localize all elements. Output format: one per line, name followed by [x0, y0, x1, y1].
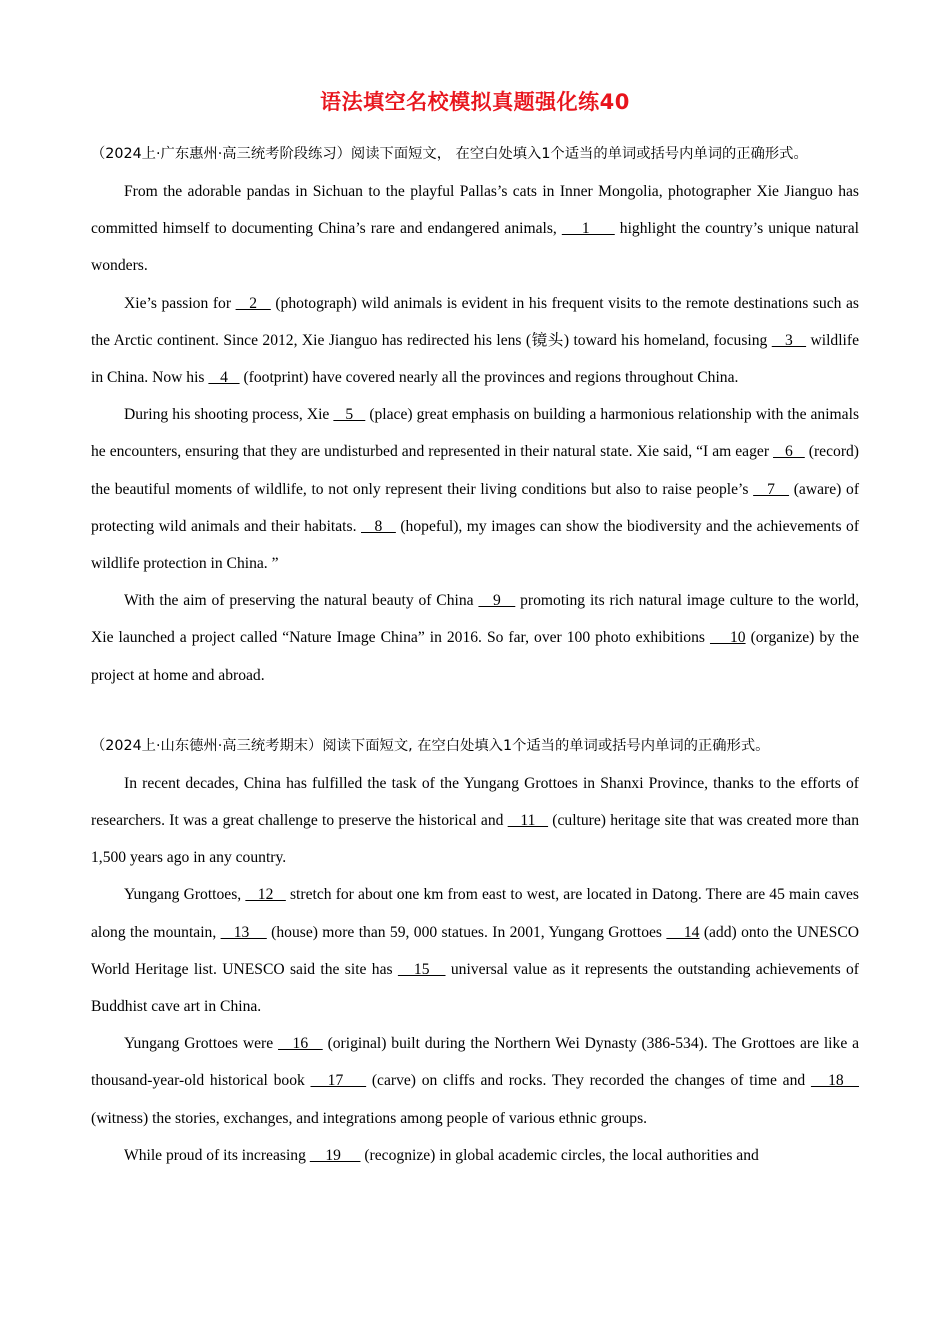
section1-instructions: （2024上·广东惠州·高三统考阶段练习）阅读下面短文， 在空白处填入1个适当的单词或括号内单词的正确形式。	[91, 146, 808, 162]
s1-paragraph-4: With the aim of preserving the natural beauty of China 9 promoting its rich natural image culture to the world, Xie launched a project called “Nature Image China” in 2016. So far, over 100 photo exhibitions 10 (organize) by the project at home and abroad.	[91, 592, 860, 684]
blank-4: 4	[208, 369, 240, 387]
s2-paragraph-3: Yungang Grottoes were 16 (original) built during the Northern Wei Dynasty (386-534). The Grottoes are like a thousand-year-old historical book 17 (carve) on cliffs and rocks. They recorded the changes of time and 18 (witness) the stories, exchanges, and integrations among people of various ethnic groups.	[91, 1035, 860, 1127]
s2-paragraph-4: While proud of its increasing 19 (recognize) in global academic circles, the local authorities and	[124, 1146, 759, 1164]
document-body	[91, 136, 859, 1174]
blank-18: 18	[810, 1072, 859, 1090]
blank-14: 14	[666, 923, 700, 941]
s2-paragraph-1: In recent decades, China has fulfilled the task of the Yungang Grottoes in Shanxi Province, thanks to the efforts of researchers. It was a great challenge to preserve the historical and 11 (culture) heritage site that was created more than 1,500 years ago in any country.	[91, 774, 859, 867]
blank-6: 6	[773, 443, 805, 461]
s1-paragraph-2: Xie’s passion for 2 (photograph) wild animals is evident in his frequent visits to the remote destinations such as the Arctic continent. Since 2012, Xie Jianguo has redirected his lens (镜头) toward his homeland, focusing 3 wildlife in China. Now his 4 (footprint) have covered nearly all the provinces and regions throughout China.	[91, 294, 860, 387]
blank-1: 1	[561, 220, 615, 238]
section-divider-space	[91, 694, 859, 728]
blank-3: 3	[771, 331, 807, 349]
page-title: 语法填空名校模拟真题强化练40	[320, 90, 630, 114]
s1-paragraph-1: From the adorable pandas in Sichuan to the playful Pallas’s cats in Inner Mongolia, photographer Xie Jianguo has committed himself to documenting China’s rare and endangered animals, 1 highlight the country’s unique natural wonders.	[91, 183, 859, 275]
blank-17: 17	[310, 1072, 367, 1090]
blank-10: 10	[709, 629, 746, 647]
blank-5: 5	[333, 406, 366, 424]
blank-16: 16	[278, 1035, 323, 1053]
blank-12: 12	[245, 886, 286, 904]
blank-11: 11	[507, 812, 549, 830]
blank-9: 9	[478, 592, 516, 610]
blank-2: 2	[235, 294, 271, 312]
s1-paragraph-3: During his shooting process, Xie 5 (place) great emphasis on building a harmonious relationship with the animals he encounters, ensuring that they are undisturbed and represented in their natural state. Xie said, “I am eager 6 (record) the beautiful moments of wildlife, to not only represent their living conditions but also to raise people’s 7 (aware) of protecting wild animals and their habitats. 8 (hopeful), my images can show the biodiversity and the achievements of wildlife protection in China. ”	[91, 406, 860, 573]
s2-paragraph-2: Yungang Grottoes, 12 stretch for about one km from east to west, are located in Datong. There are 45 main caves along the mountain, 13 (house) more than 59, 000 statues. In 2001, Yungang Grottoes 14 (add) onto the UNESCO World Heritage list. UNESCO said the site has 15 universal value as it represents the outstanding achievements of Buddhist cave art in China.	[91, 886, 859, 1016]
blank-15: 15	[397, 960, 446, 978]
blank-7: 7	[753, 480, 790, 498]
section2-instructions: （2024上·山东德州·高三统考期末）阅读下面短文, 在空白处填入1个适当的单词或括号内单词的正确形式。	[91, 737, 770, 754]
blank-13: 13	[220, 923, 267, 941]
blank-8: 8	[361, 517, 396, 535]
blank-19: 19	[309, 1146, 361, 1164]
